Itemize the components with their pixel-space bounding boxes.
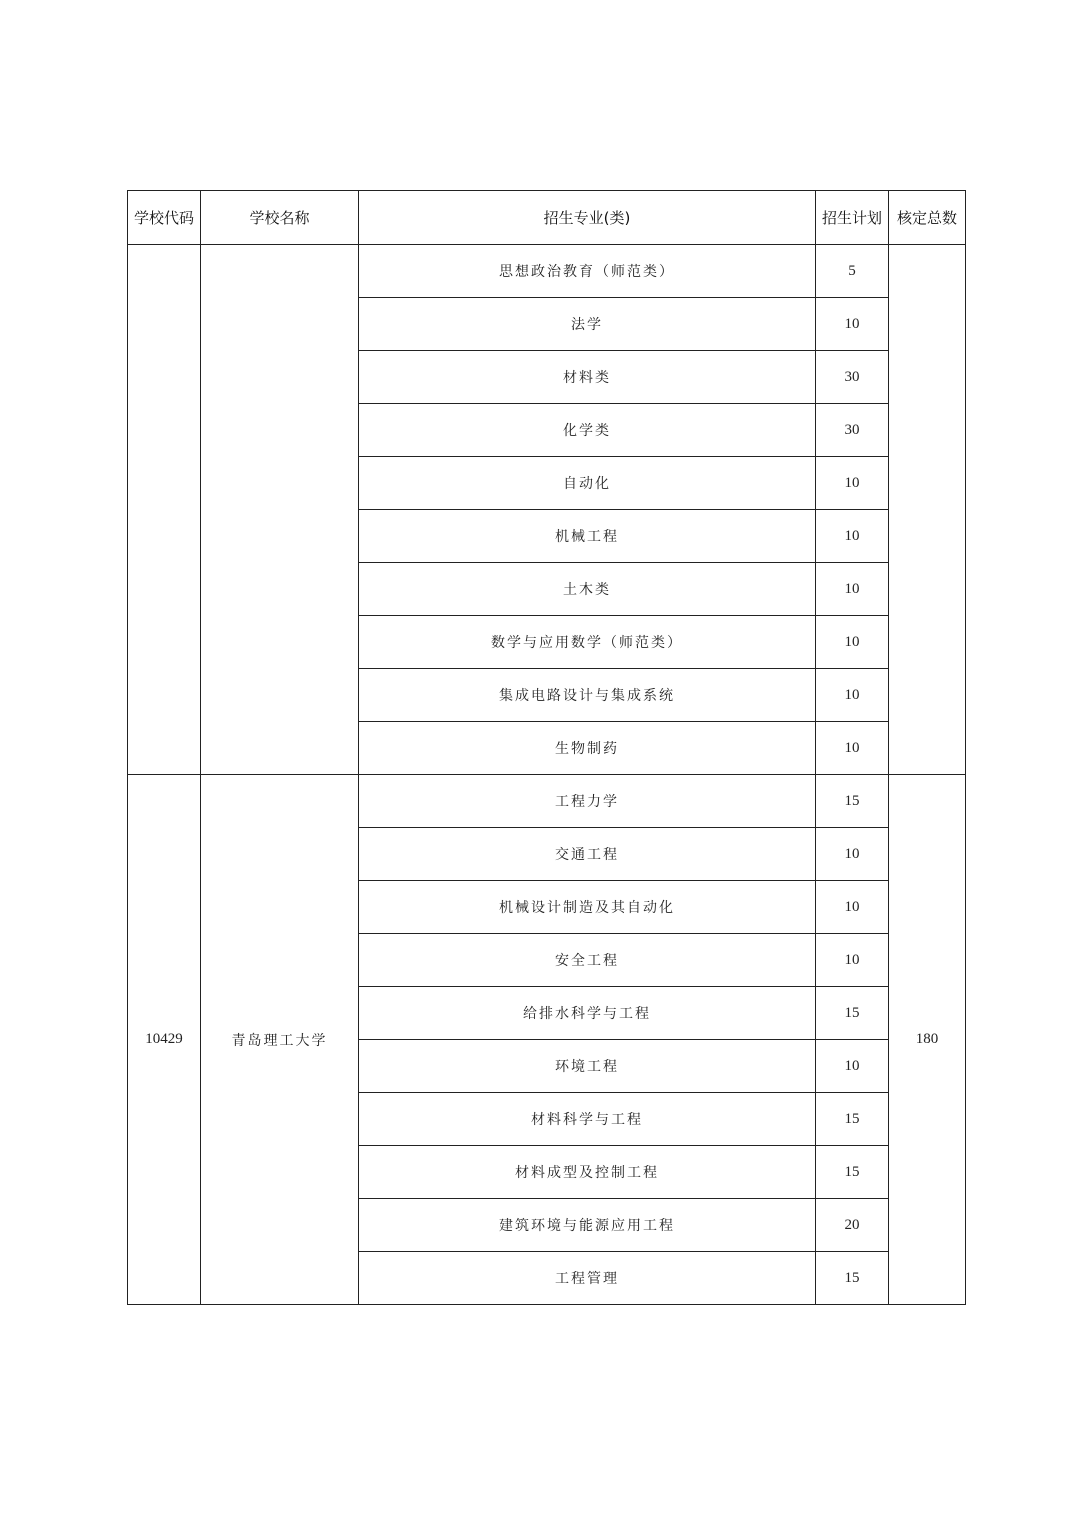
- school-code-cell: 10429: [128, 775, 201, 1305]
- plan-cell: 15: [816, 987, 889, 1040]
- plan-cell: 10: [816, 934, 889, 987]
- plan-cell: 5: [816, 245, 889, 298]
- header-row: [128, 191, 966, 245]
- major-cell: 机械设计制造及其自动化: [359, 881, 816, 934]
- major-cell: 土木类: [359, 563, 816, 616]
- header-plan: 招生计划: [816, 191, 889, 245]
- major-cell: 交通工程: [359, 828, 816, 881]
- major-cell: 工程管理: [359, 1252, 816, 1305]
- plan-cell: 10: [816, 510, 889, 563]
- major-cell: 材料类: [359, 351, 816, 404]
- major-cell: 法学: [359, 298, 816, 351]
- major-cell: 材料科学与工程: [359, 1093, 816, 1146]
- major-cell: 集成电路设计与集成系统: [359, 669, 816, 722]
- major-cell: 机械工程: [359, 510, 816, 563]
- major-cell: 自动化: [359, 457, 816, 510]
- plan-cell: 15: [816, 775, 889, 828]
- total-cell: 180: [889, 775, 966, 1305]
- plan-cell: 15: [816, 1252, 889, 1305]
- plan-cell: 30: [816, 351, 889, 404]
- plan-cell: 15: [816, 1093, 889, 1146]
- plan-cell: 30: [816, 404, 889, 457]
- header-school-code: 学校代码: [128, 191, 201, 245]
- plan-cell: 10: [816, 616, 889, 669]
- plan-cell: 20: [816, 1199, 889, 1252]
- major-cell: 生物制药: [359, 722, 816, 775]
- school-name-cell: [201, 245, 359, 775]
- plan-cell: 10: [816, 1040, 889, 1093]
- table-row: [128, 775, 966, 828]
- major-cell: 思想政治教育（师范类）: [359, 245, 816, 298]
- enrollment-plan-table: [127, 190, 966, 1305]
- plan-cell: 10: [816, 298, 889, 351]
- major-cell: 建筑环境与能源应用工程: [359, 1199, 816, 1252]
- major-cell: 工程力学: [359, 775, 816, 828]
- plan-cell: 10: [816, 669, 889, 722]
- header-major: 招生专业(类): [359, 191, 816, 245]
- major-cell: 给排水科学与工程: [359, 987, 816, 1040]
- header-school-name: 学校名称: [201, 191, 359, 245]
- school-name-cell: 青岛理工大学: [201, 775, 359, 1305]
- major-cell: 环境工程: [359, 1040, 816, 1093]
- school-code-cell: [128, 245, 201, 775]
- plan-cell: 10: [816, 722, 889, 775]
- major-cell: 安全工程: [359, 934, 816, 987]
- total-cell: [889, 245, 966, 775]
- major-cell: 化学类: [359, 404, 816, 457]
- major-cell: 材料成型及控制工程: [359, 1146, 816, 1199]
- table-row: [128, 245, 966, 298]
- plan-cell: 10: [816, 457, 889, 510]
- header-total: 核定总数: [889, 191, 966, 245]
- plan-cell: 15: [816, 1146, 889, 1199]
- plan-cell: 10: [816, 881, 889, 934]
- plan-cell: 10: [816, 563, 889, 616]
- plan-cell: 10: [816, 828, 889, 881]
- major-cell: 数学与应用数学（师范类）: [359, 616, 816, 669]
